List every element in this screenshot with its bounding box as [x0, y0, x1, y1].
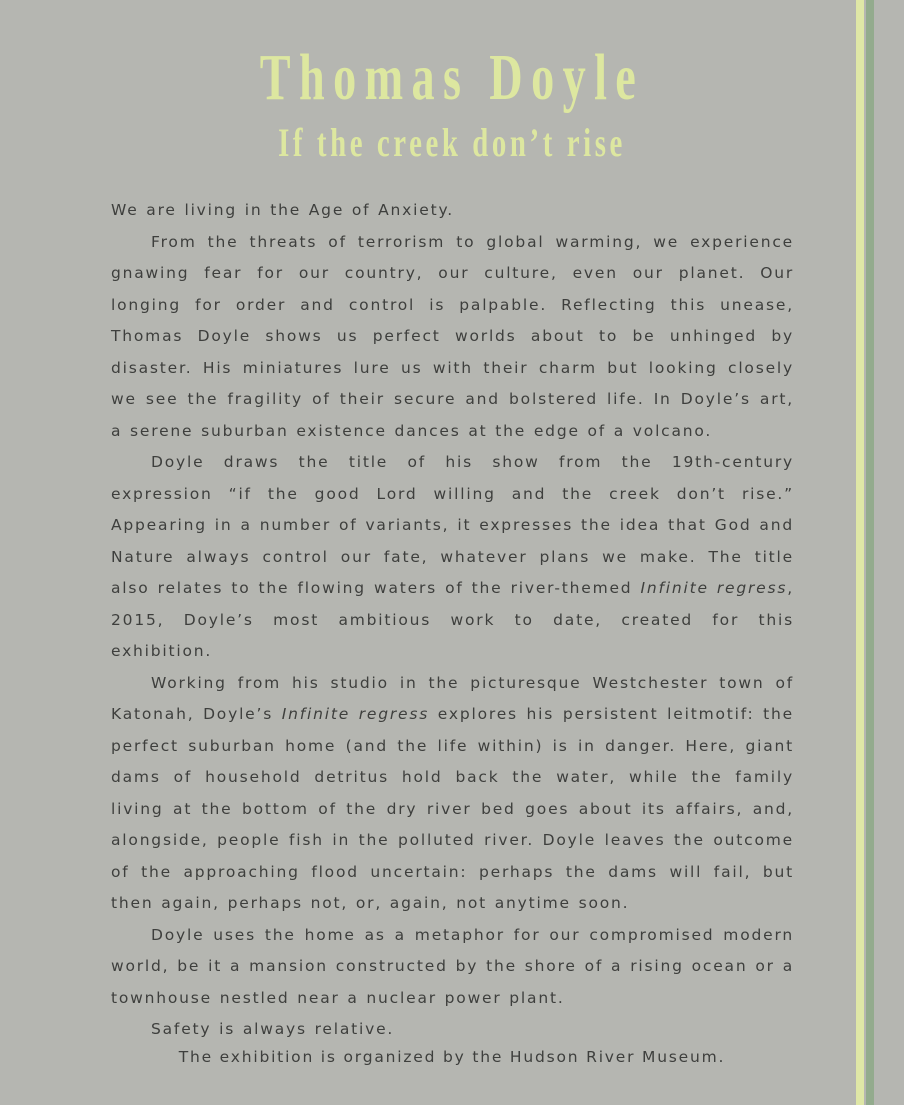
artwork-title: Infinite regress [281, 705, 430, 723]
paragraph-safety: Safety is always relative. [151, 1020, 395, 1038]
paragraph-metaphor: Doyle uses the home as a metaphor for our compromised modern world, be it a mansion constructed by the shore of a rising ocean or a townhouse nestled near a nuclear power plant. [111, 925, 794, 1007]
exhibition-subtitle: If the creek don’t rise [278, 120, 626, 165]
wall-text-body [111, 195, 794, 1046]
accent-stripe-yellow [856, 0, 864, 1105]
paragraph-intro: We are living in the Age of Anxiety. [111, 201, 454, 219]
artwork-title: Infinite regress [640, 579, 788, 597]
artist-title: Thomas Doyle [259, 41, 645, 114]
paragraph-anxiety: From the threats of terrorism to global warming, we experience gnawing fear for our country, our culture, even our planet. Our longing for order and control is palpable. Reflecting this unease, Thomas Doyle shows us perfect worlds about to be unhinged by disaster. His miniatures lure us with their charm but looking closely we see the fragility of their secure and bolstered life. In Doyle’s art, a serene suburban existence dances at the edge of a volcano. [111, 232, 794, 440]
organizer-credit: The exhibition is organized by the Hudson River Museum. [178, 1048, 726, 1066]
paragraph-text: Doyle draws the title of his show from the 19th-century expression “if the good Lord willing and the creek don’t rise.” Appearing in a number of variants, it expresses the idea that God and Nature always control our fate, whatever plans we make. The title also relates to the flowing waters of the river-themed [111, 453, 794, 597]
paragraph-title-origin [111, 447, 794, 668]
paragraph-text: , 2015, Doyle’s most ambitious work to date, created for this exhibition. [111, 579, 794, 660]
paragraph-infinite-regress [111, 668, 794, 920]
paragraph-text: Working from his studio in the picturesque Westchester town of Katonah, Doyle’s [111, 673, 794, 723]
paragraph-text: explores his persistent leitmotif: the perfect suburban home (and the life within) is in danger. Here, giant dams of household detritus hold back the water, while the family living at the bottom of the dry river bed goes about its affairs, and, alongside, people fish in the polluted river. Doyle leaves the outcome of the approaching flood uncertain: perhaps the dams will fail, but then again, perhaps not, or, again, not anytime soon. [111, 705, 794, 912]
accent-stripe-green [866, 0, 874, 1105]
